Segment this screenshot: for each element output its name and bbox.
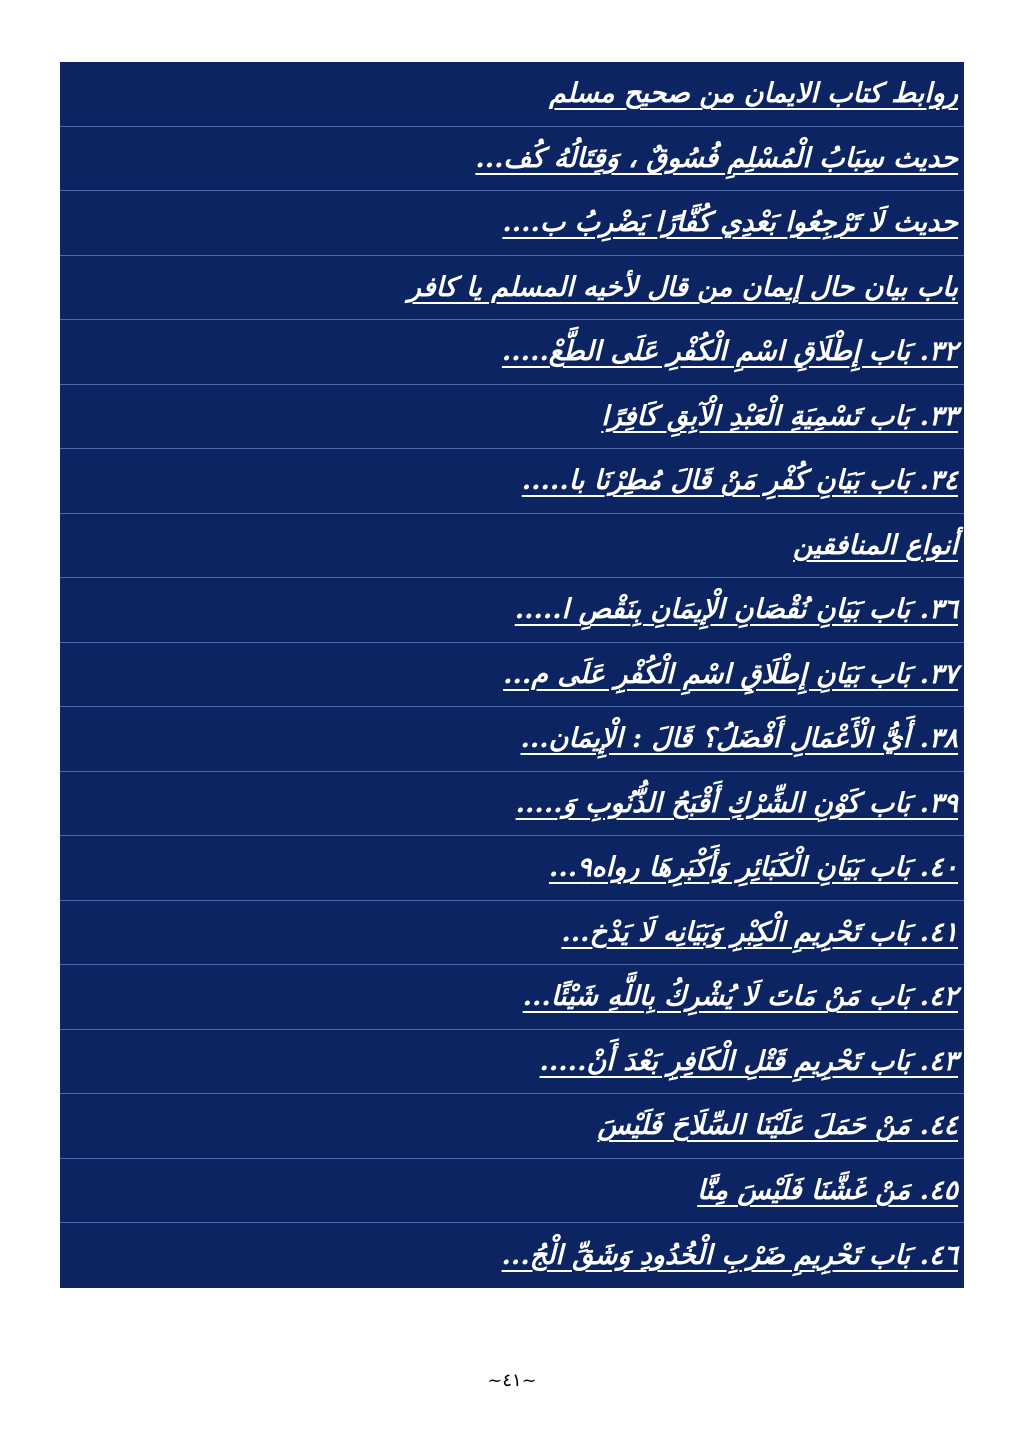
link-kitab-al-iman-links[interactable]: روابط كتاب الايمان من صحيح مسلم <box>549 78 958 110</box>
link-row <box>60 772 964 837</box>
link-bab-41[interactable]: ٤١. بَاب تَحْرِيمِ الْكِبْرِ وَبَيَانِه لَا يَدْخ... <box>561 916 958 948</box>
link-bab-38[interactable]: ٣٨. أَيُّ الْأَعْمَالِ أَفْضَلُ؟ قَالَ : الْإِيمَان... <box>520 723 958 755</box>
link-bab-39[interactable]: ٣٩. بَاب كَوْنِ الشِّرْكِ أَقْبَحُ الذُّنُوبِ وَ..... <box>515 787 958 819</box>
link-row <box>60 643 964 708</box>
link-bab-40[interactable]: ٤٠. بَاب بَيَانِ الْكَبَائِرِ وَأَكْبَرِهَا رواه٩... <box>548 852 958 884</box>
links-list <box>60 62 964 1288</box>
links-panel <box>60 62 964 1288</box>
link-row <box>60 707 964 772</box>
link-hadith-sibab-al-muslim[interactable]: حديث سِبَابُ الْمُسْلِمِ فُسُوقٌ ، وَقِتَالُهُ كُف... <box>475 142 958 174</box>
link-bab-34[interactable]: ٣٤. بَاب بَيَانِ كُفْرِ مَنْ قَالَ مُطِرْنَا با..... <box>521 465 958 497</box>
link-bab-45[interactable]: ٤٥. مَنْ غَشَّنَا فَلَيْسَ مِنَّا <box>697 1174 958 1206</box>
link-bab-43[interactable]: ٤٣. بَاب تَحْرِيمِ قَتْلِ الْكَافِرِ بَعْدَ أَنْ..... <box>539 1045 958 1077</box>
link-bab-37[interactable]: ٣٧. بَاب بَيَانِ إِطْلَاقِ اسْمِ الْكُفْرِ عَلَى م... <box>503 658 958 690</box>
link-hadith-la-tarjiu[interactable]: حديث لَا تَرْجِعُوا بَعْدِي كُفَّارًا يَضْرِبُ ب.... <box>502 207 958 239</box>
link-row <box>60 836 964 901</box>
link-bab-36[interactable]: ٣٦. بَاب بَيَانِ نُقْصَانِ الْإِيمَانِ بِنَقْصِ ا..... <box>514 594 958 626</box>
link-row <box>60 1094 964 1159</box>
link-row <box>60 1159 964 1224</box>
link-row <box>60 320 964 385</box>
link-bab-42[interactable]: ٤٢. بَاب مَنْ مَاتَ لَا يُشْرِكُ بِاللَّهِ شَيْئًا... <box>522 981 958 1013</box>
link-row <box>60 449 964 514</box>
link-row <box>60 578 964 643</box>
link-row <box>60 514 964 579</box>
link-row <box>60 256 964 321</box>
link-row <box>60 901 964 966</box>
page-number: ~٤١~ <box>487 1370 537 1391</box>
link-bab-33[interactable]: ٣٣. بَاب تَسْمِيَةِ الْعَبْدِ الْآبِقِ كَافِرًا <box>601 400 958 432</box>
link-row <box>60 62 964 127</box>
link-anwa-al-munafiqin[interactable]: أنواع المنافقين <box>793 529 958 561</box>
link-row <box>60 191 964 256</box>
link-bab-32[interactable]: ٣٢. بَاب إِطْلَاقِ اسْمِ الْكُفْرِ عَلَى الطَّعْ..... <box>501 336 958 368</box>
link-bab-46[interactable]: ٤٦. بَاب تَحْرِيمِ ضَرْبِ الْخُدُودِ وَشَقِّ الْجُ... <box>501 1239 958 1271</box>
link-row <box>60 1030 964 1095</box>
link-row <box>60 127 964 192</box>
link-bab-44[interactable]: ٤٤. مَنْ حَمَلَ عَلَيْنَا السِّلَاحَ فَلَيْسَ <box>597 1110 958 1142</box>
link-row <box>60 385 964 450</box>
link-row <box>60 965 964 1030</box>
link-row <box>60 1223 964 1288</box>
link-bab-ya-kafir[interactable]: باب بيان حال إيمان من قال لأخيه المسلم يا كافر <box>407 271 958 303</box>
